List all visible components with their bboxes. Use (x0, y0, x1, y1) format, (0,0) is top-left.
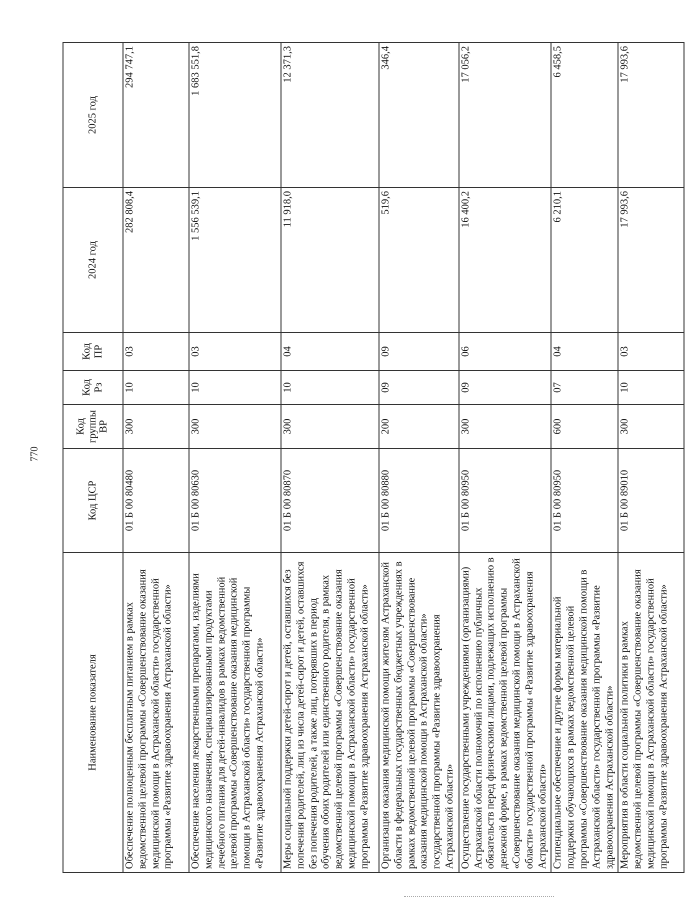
row-vr: 300 (618, 405, 684, 449)
header-name: Наименование показателя (63, 553, 123, 873)
row-name: Организация оказания медицинской помощи жителям Астраханской области в федеральных государственных бюджетных учреждениях в рамках ведомственной целевой программы «Совершенствование оказания медицинской помощи в Астраханской области» государственной программы «Развитие здравоохранения Астраханской области» (379, 553, 459, 873)
row-name: Осуществление государственными учреждениями (организациями) Астраханской области полномочий по исполнению публичных обязательств перед физическими лицами, подлежащих исполнению в денежной форме, в рамках ведомственной целевой программы «Совершенствование оказания медицинской помощи в Астраханской области» государственной программы «Развитие здравоохранения Астраханской области» (459, 553, 552, 873)
row-pr: 04 (281, 333, 379, 371)
row-name: Обеспечение населения лекарственными препаратами, изделиями медицинского назначения, специализированными продуктами лечебного питания для детей-инвалидов в рамках ведомственной целевой программы «Совершенствование оказания медицинской помощи в Астраханской области» государственной программы «Развитие здравоохранения Астраханской области» (189, 553, 281, 873)
row-pr: 04 (551, 333, 618, 371)
table-row (281, 43, 379, 873)
row-pr: 09 (379, 333, 459, 371)
table-row (379, 43, 459, 873)
row-rz: 07 (551, 371, 618, 405)
header-rz: Код Рз (63, 371, 123, 405)
row-vr: 300 (459, 405, 552, 449)
row-2025: 17 993,6 (618, 43, 684, 188)
row-csr: 01 Б 00 80950 (459, 449, 552, 553)
row-csr: 01 Б 00 80480 (123, 449, 189, 553)
row-vr: 300 (123, 405, 189, 449)
row-name: Мероприятия в области социальной политики в рамках ведомственной целевой программы «Совершенствование оказания медицинской помощи в Астраханской области» государственной программы «Развитие здравоохранения Астраханской области» (618, 553, 684, 873)
row-2025: 346,4 (379, 43, 459, 188)
row-name: Стипендиальное обеспечение и другие формы материальной поддержки обучающихся в рамках ведомственной целевой программы «Совершенствование оказания медицинской помощи в Астраханской области» государственной программы «Развитие здравоохранения Астраханской области» (551, 553, 618, 873)
table-row (459, 43, 552, 873)
row-pr: 03 (189, 333, 281, 371)
row-vr: 600 (551, 405, 618, 449)
row-name: Обеспечение полноценным бесплатным питанием в рамках ведомственной целевой программы «Совершенствование оказания медицинской помощи в Астраханской области» государственной программы «Развитие здравоохранения Астраханской области» (123, 553, 189, 873)
row-csr: 01 Б 00 80880 (379, 449, 459, 553)
header-vr: Код группы ВР (63, 405, 123, 449)
row-name: Меры социальной поддержки детей-сирот и детей, оставшихся без попечения родителей, лиц из числа детей-сирот и детей, оставшихся без попечения родителей, а также лиц, потерявших в период обучения обоих родителей или единственного родителя, в рамках ведомственной целевой программы «Совершенствование оказания медицинской помощи в Астраханской области» государственной программы «Развитие здравоохранения Астраханской области» (281, 553, 379, 873)
row-2024: 1 556 539,1 (189, 188, 281, 333)
header-csr: Код ЦСР (63, 449, 123, 553)
row-csr: 01 Б 00 80870 (281, 449, 379, 553)
row-rz: 10 (281, 371, 379, 405)
row-pr: 03 (618, 333, 684, 371)
row-rz: 09 (459, 371, 552, 405)
header-2024: 2024 год (63, 188, 123, 333)
scan-artifact-line (404, 896, 554, 897)
page-number: 770 (29, 446, 41, 462)
row-rz: 10 (123, 371, 189, 405)
row-2025: 12 371,3 (281, 43, 379, 188)
row-csr: 01 Б 00 80950 (551, 449, 618, 553)
table-header-row (63, 43, 123, 873)
row-2025: 6 458,5 (551, 43, 618, 188)
row-vr: 300 (281, 405, 379, 449)
table-row (123, 43, 189, 873)
header-pr: Код ПР (63, 333, 123, 371)
row-2024: 282 808,4 (123, 188, 189, 333)
table-row (551, 43, 618, 873)
row-2024: 16 400,2 (459, 188, 552, 333)
row-2024: 11 918,0 (281, 188, 379, 333)
row-vr: 200 (379, 405, 459, 449)
row-2024: 6 210,1 (551, 188, 618, 333)
row-csr: 01 Б 00 80630 (189, 449, 281, 553)
row-rz: 10 (618, 371, 684, 405)
row-rz: 09 (379, 371, 459, 405)
row-2024: 17 993,6 (618, 188, 684, 333)
table-row (189, 43, 281, 873)
row-pr: 06 (459, 333, 552, 371)
header-2025: 2025 год (63, 43, 123, 188)
row-2025: 294 747,1 (123, 43, 189, 188)
row-csr: 01 Б 00 89010 (618, 449, 684, 553)
rotated-table-sheet (63, 43, 670, 873)
row-2024: 519,6 (379, 188, 459, 333)
row-2025: 1 683 551,8 (189, 43, 281, 188)
row-rz: 10 (189, 371, 281, 405)
row-2025: 17 056,2 (459, 43, 552, 188)
row-vr: 300 (189, 405, 281, 449)
budget-table (63, 42, 685, 873)
table-row (618, 43, 684, 873)
row-pr: 03 (123, 333, 189, 371)
